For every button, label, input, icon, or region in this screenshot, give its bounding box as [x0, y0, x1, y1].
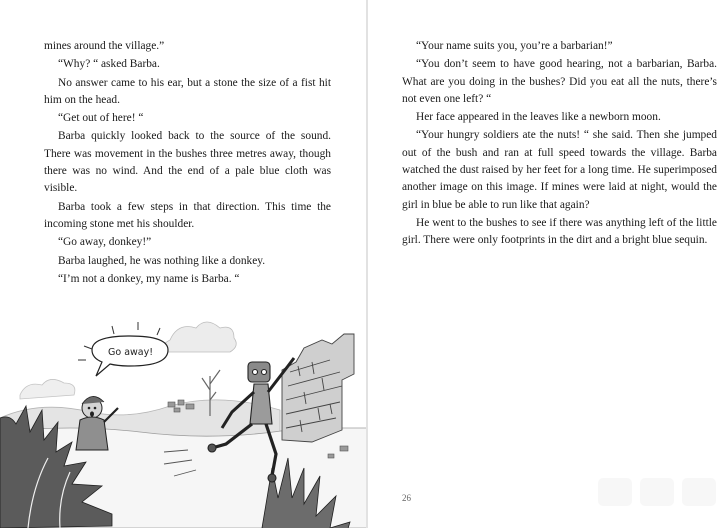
paragraph: “Your hungry soldiers ate the nuts! “ she said. Then she jumped out of the bush and ran at full speed towards the village. Barba watched the dust raised by her feet for a long time. He superimposed another image on this image. If mines were laid at night, would the girl in blue be able to run like that again?	[402, 129, 717, 211]
paragraph: “Get out of here! “	[58, 112, 144, 125]
right-page-text	[402, 38, 717, 250]
zoom-button[interactable]	[640, 478, 674, 506]
paragraph: mines around the village.”	[44, 40, 165, 52]
paragraph: Barba took a few steps in that direction. This time the incoming stone met his shoulder.	[44, 200, 331, 230]
paragraph: “Why? “ asked Barba.	[58, 58, 160, 71]
story-illustration	[0, 300, 367, 528]
page-number: 26	[402, 493, 411, 503]
cloud	[20, 379, 75, 399]
paragraph: “Your name suits you, you’re a barbarian!”	[416, 40, 613, 52]
prev-page-button[interactable]	[598, 478, 632, 506]
speech-bubble-text: Go away!	[108, 347, 154, 358]
next-page-button[interactable]	[682, 478, 716, 506]
left-page-text	[44, 38, 331, 288]
right-page	[368, 0, 717, 528]
ruined-wall	[282, 334, 354, 442]
paragraph: “You don’t seem to have good hearing, not a barbarian, Barba. What are you doing in the bushes? Did you eat all the nuts, there’s not even one left? “	[402, 58, 717, 105]
paragraph: He went to the bushes to see if there was anything left of the little girl. There were only footprints in the dirt and a bright blue sequin.	[402, 216, 717, 247]
cloud	[163, 322, 236, 352]
paragraph: Barba laughed, he was nothing like a donkey.	[58, 254, 266, 267]
paragraph: No answer came to his ear, but a stone the size of a fist hit him on the head.	[44, 76, 331, 106]
paragraph: “Go away, donkey!”	[58, 236, 152, 249]
paragraph: Her face appeared in the leaves like a newborn moon.	[416, 111, 661, 124]
paragraph: “I’m not a donkey, my name is Barba. “	[58, 272, 240, 285]
speech-bubble	[92, 336, 168, 376]
paragraph: Barba quickly looked back to the source of the sound. There was movement in the bushes three metres away, though there was no wind. And the end of a pale blue cloth was visible.	[44, 130, 331, 195]
